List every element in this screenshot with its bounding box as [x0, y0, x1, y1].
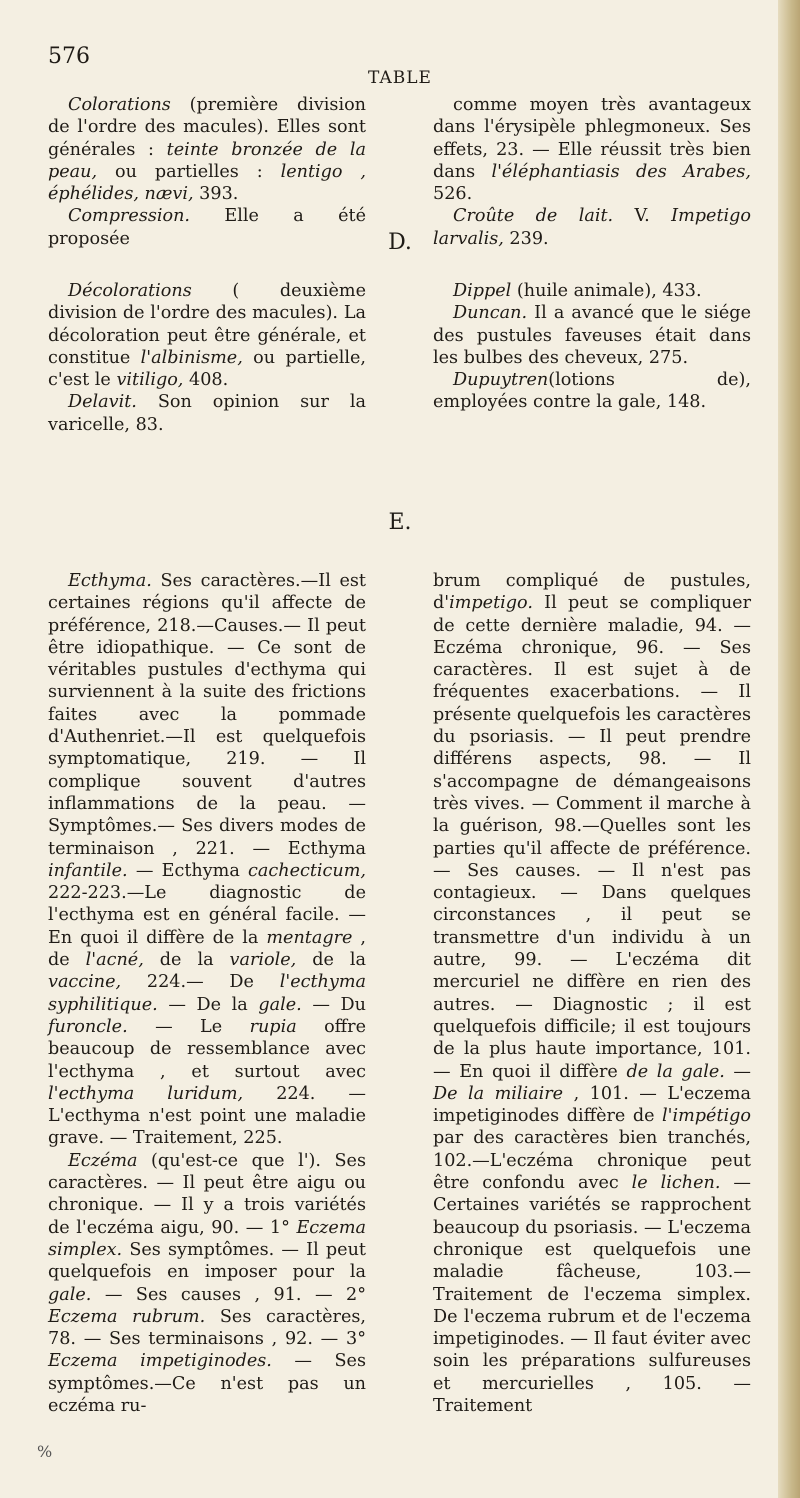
index-entry-italic-run: Duncan. — [453, 303, 528, 324]
index-entry-text-run: 224. —L'ecthyma n'est point une maladie grave. — Traitement, 225. — [48, 1083, 367, 1149]
index-entry-text-run: — Ses causes , 91. — 2° — [91, 1284, 366, 1305]
index-entry-italic-run: vaccine, — [48, 972, 122, 993]
index-entry-text-run: (huile animale), 433. — [511, 281, 702, 301]
margin-mark: % — [37, 1442, 53, 1461]
index-entry-italic-run: gale. — [258, 994, 302, 1015]
index-entry-italic-run: Dupuytren — [453, 370, 549, 391]
section-d-right-column — [433, 280, 751, 414]
index-entry-text-run: par des caractères bien tranchés, 102.—L'eczéma chronique peut être confondu avec — [433, 1128, 751, 1194]
index-entry — [48, 391, 366, 436]
index-entry-italic-run: Delavit. — [68, 392, 137, 413]
index-entry-italic-run: Eczema simplex. — [48, 1217, 366, 1260]
index-entry-italic-run: furoncle. — [48, 1016, 128, 1037]
index-entry-text-run: (lotions de), employées contre la gale, 148. — [433, 370, 751, 413]
section-c-left-column — [48, 94, 366, 250]
index-entry-text-run: Il a avancé que le siége des pustules faveuses était dans les bulbes des cheveux, 275. — [433, 303, 751, 368]
index-entry-text-run: 239. — [503, 228, 549, 249]
index-entry — [48, 94, 366, 205]
index-entry-italic-run: lentigo , éphélides, nævi, — [48, 161, 367, 205]
index-entry — [48, 280, 366, 391]
index-entry-text-run: — — [724, 1061, 752, 1082]
index-entry-text-run: ou partielles : — [97, 161, 281, 182]
index-entry-italic-run: Colorations — [68, 95, 171, 115]
index-entry-italic-run: rupia — [249, 1016, 297, 1037]
index-entry-text-run: , de — [48, 927, 366, 971]
index-entry-text-run: offre beaucoup de ressemblance avec l'ecthyma , et surtout avec — [48, 1016, 366, 1082]
index-entry-italic-run: Ecthyma. — [68, 571, 152, 591]
index-entry-italic-run: Croûte de lait. — [453, 206, 614, 227]
index-entry-text-run: 224.— De — [121, 972, 280, 993]
index-entry-italic-run: Décolorations — [68, 281, 192, 301]
index-entry-text-run: V. — [613, 206, 672, 227]
section-e-right-column — [433, 570, 751, 1417]
index-entry-text-run: de la — [143, 950, 230, 971]
index-entry — [433, 570, 751, 1417]
index-entry-text-run: Ses caractères.—Il est certaines régions qu'il affecte de préférence, 218.—Causes.— Il peut être idiopathique. — Ce sont de véritables pustules d'ecthyma qui surviennent à la suite des frictions faites avec la pommade d'Authenriet.—Il est quelquefois symptomatique, 219. — Il complique souvent d'autres inflammations de la peau. — Symptômes.— Ses divers modes de terminaison , 221. — Ecthyma — [48, 571, 366, 859]
index-entry-text-run: comme moyen très avantageux dans l'érysipèle phlegmoneux. Ses effets, 23. — Elle réussit très bien dans — [433, 95, 751, 182]
index-entry-text-run: 526. — [433, 184, 473, 205]
index-entry-text-run: — Certaines variétés se rapprochent beaucoup du psoriasis. — L'eczema chronique est quelquefois une maladie fâcheuse, 103.— Traitement de l'eczema simplex. De l'eczema rubrum et de l'eczema impetiginodes. — Il faut éviter avec soin les préparations sulfureuses et mercurielles , 105. — Traitement — [433, 1173, 752, 1416]
index-entry-italic-run: l'impétigo — [662, 1106, 751, 1127]
index-entry-text-run: Ses caractères, 78. — Ses terminaisons , 92. — 3° — [48, 1306, 367, 1350]
index-entry — [48, 1150, 366, 1418]
index-entry-italic-run: l'albinisme, — [140, 347, 243, 368]
page-spine-edge — [778, 0, 800, 1498]
index-entry — [48, 570, 366, 1150]
index-entry-text-run: ( deuxième division de l'ordre des macules). La décoloration peut être générale, et constitue — [48, 281, 366, 368]
index-entry-italic-run: l'acné, — [85, 950, 144, 971]
index-entry-text-run: brum compliqué de pustules, d' — [433, 571, 751, 614]
index-entry-italic-run: le lichen. — [631, 1173, 721, 1194]
index-entry-text-run: Ses symptômes. — Il peut quelquefois en imposer pour la — [48, 1239, 366, 1283]
section-letter-e: E. — [388, 510, 412, 535]
index-entry-text-run: Il peut se compliquer de cette dernière maladie, 94. — Eczéma chronique, 96. — Ses caractères. Il est sujet à de fréquentes exacerbations. — Il présente quelquefois les caractères du psoriasis. — Il peut prendre différens aspects, 98. — Il s'accompagne de démangeaisons très vives. — Comment il marche à la guérison, 98.—Quelles sont les parties qu'il affecte de préférence. — Ses causes. — Il n'est pas contagieux. — Dans quelques circonstances , il peut se transmettre d'un individu à un autre, 99. — L'eczéma dit mercuriel ne diffère en rien des autres. — Diagnostic ; il est quelquefois difficile; il est toujours de la plus haute importance, 101. — En quoi il diffère — [433, 593, 752, 1082]
section-d-left-column — [48, 280, 366, 436]
index-entry — [433, 280, 751, 302]
index-entry-italic-run: l'ecthyma luridum, — [48, 1083, 244, 1104]
index-entry-text-run: , 101. — L'eczema impetiginodes diffère de — [433, 1083, 751, 1127]
index-entry-text-run: 393. — [193, 184, 239, 205]
index-entry-italic-run: variole, — [229, 950, 297, 971]
index-entry-italic-run: de la gale. — [626, 1061, 725, 1082]
index-entry-italic-run: l'ecthyma syphilitique. — [48, 972, 366, 1015]
index-entry-italic-run: cachecticum, — [248, 860, 366, 881]
index-entry-text-run: 222-223.—Le diagnostic de l'ecthyma est en général facile. — En quoi il diffère de la — [48, 883, 366, 948]
index-entry-text-run: 408. — [183, 370, 229, 391]
index-entry-text-run: — De la — [157, 994, 259, 1015]
index-entry-text-run: — Ses symptômes.—Ce n'est pas un eczéma ru- — [48, 1351, 367, 1416]
index-entry-text-run: de la — [296, 950, 366, 971]
index-entry-italic-run: Eczema impetiginodes. — [48, 1351, 272, 1372]
index-entry-text-run: (première division de l'ordre des macules). Elles sont générales : — [48, 95, 366, 160]
index-entry-text-run: — Ecthyma — [127, 860, 249, 881]
index-entry-text-run: — Le — [127, 1016, 250, 1037]
index-entry-text-run: ou partielle, c'est le — [48, 347, 366, 391]
index-entry-text-run: (qu'est-ce que l'). Ses caractères. — Il peut être aigu ou chronique. — Il y a trois variétés de l'eczéma aigu, 90. — 1° — [48, 1150, 366, 1238]
section-c-right-column — [433, 94, 751, 250]
index-entry-italic-run: Eczéma — [68, 1150, 138, 1171]
index-entry-italic-run: Eczema rubrum. — [48, 1306, 206, 1327]
index-entry-italic-run: vitiligo, — [116, 370, 184, 391]
section-letter-d: D. — [388, 230, 412, 255]
running-head: TABLE — [368, 68, 432, 88]
index-entry-italic-run: teinte bronzée de la peau, — [48, 139, 366, 182]
index-entry-italic-run: impetigo. — [449, 593, 533, 614]
index-entry-text-run: Elle a été proposée — [48, 206, 366, 249]
index-entry — [433, 369, 751, 414]
index-entry — [433, 94, 751, 205]
page-number: 576 — [48, 44, 90, 69]
index-entry-italic-run: Dippel — [453, 281, 512, 301]
index-entry-italic-run: gale. — [48, 1284, 92, 1305]
index-entry-italic-run: l'éléphantiasis des Arabes, — [491, 161, 751, 182]
index-entry-italic-run: mentagre — [266, 927, 353, 948]
index-entry-text-run: — Du — [301, 994, 366, 1015]
index-entry — [433, 302, 751, 369]
index-entry-italic-run: Impetigo larvalis, — [433, 206, 751, 249]
section-e-left-column — [48, 570, 366, 1417]
index-entry-italic-run: De la miliaire — [433, 1083, 564, 1104]
index-entry-italic-run: infantile. — [48, 860, 128, 881]
index-entry-text-run: Son opinion sur la varicelle, 83. — [48, 392, 366, 435]
index-entry-italic-run: Compression. — [68, 206, 191, 227]
